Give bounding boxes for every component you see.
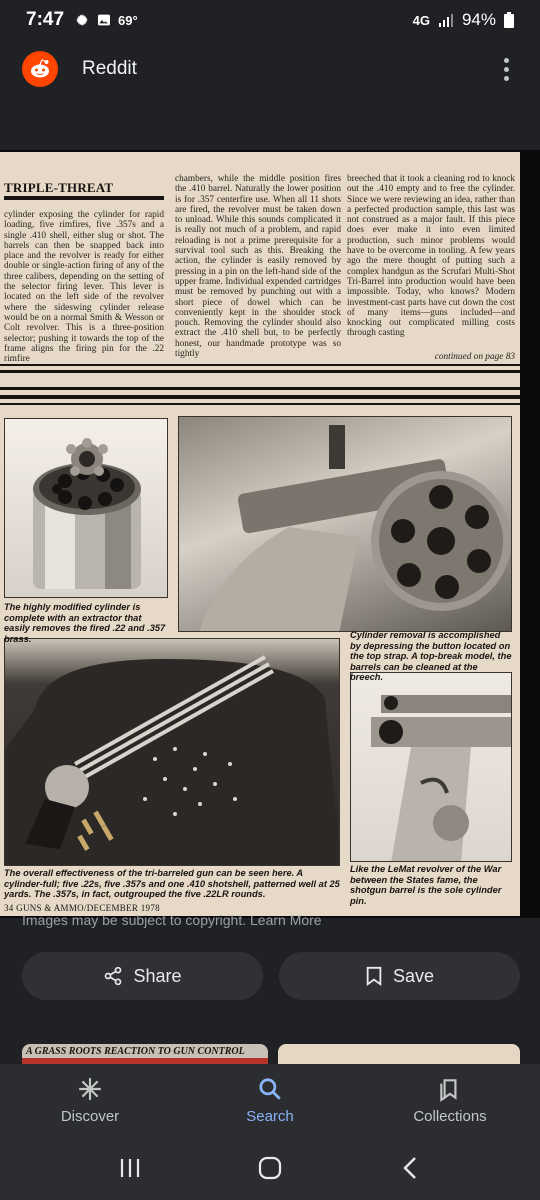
- search-icon: [257, 1076, 283, 1102]
- nav-collections[interactable]: Collections: [360, 1064, 540, 1136]
- signal-icon: [438, 13, 454, 27]
- related-images: [22, 1044, 520, 1066]
- image-viewer[interactable]: [0, 150, 540, 918]
- system-navigation: [0, 1136, 540, 1200]
- home-icon: [257, 1155, 283, 1181]
- nav-search[interactable]: Search: [180, 1064, 360, 1136]
- article-column-1: cylinder exposing the cylinder for rapid loading, five rimfires, five .357s and a single .410 shell, either slug or shot. The barrels can then be snapped back into place and the revolver is ready for either double or single-action firing of any of the three calibers, depending on the setting of the selector firing lever. This lever is located on the left side of the revolver where the sideswing cylinder release would be on a normal Smith & Wesson or Colt revolver. This is a three-position selector; pushing it towards the top of the frame aligns the firing pin for the .22 rimfire: [4, 210, 164, 365]
- article-column-2: chambers, while the middle position fires the .410 barrel. Naturally the lower position is for .357 centerfire use. When all 11 shots are fired, the revolver must be taken down to unload. While this sounds complicated it is really not much of a problem, and rapid reloading is not a prime prerequisite for a survival tool such as this. Breaking the action, the cylinder is easily removed by pressing in a pin on the left-hand side of the upper frame. Individual expended cartridges must be removed by punching out with a short piece of dowel which can be conveniently kept in the shoulder stock pouch. Removing the cylinder should also extract the .410 shell but, to be perfectly honest, our handmade prototype was so tightly: [175, 174, 341, 360]
- recent-apps-button[interactable]: [110, 1148, 150, 1188]
- copyright-notice: Images may be subject to copyright. Learn More: [22, 912, 322, 928]
- gear-icon: [74, 12, 90, 28]
- nav-discover[interactable]: Discover: [0, 1064, 180, 1136]
- learn-more-link[interactable]: Learn More: [250, 912, 322, 928]
- cylinder-removal-photo: [178, 416, 512, 632]
- home-button[interactable]: [250, 1148, 290, 1188]
- source-header: [0, 40, 540, 98]
- status-bar: [0, 0, 540, 40]
- cylinder-photo: [4, 418, 168, 598]
- page-footer: 34 GUNS & AMMO/DECEMBER 1978: [4, 903, 160, 913]
- caption-cylinder: The highly modified cylinder is complete with an extractor that easily removes the fired .22 and .357 brass.: [4, 602, 166, 644]
- reddit-icon[interactable]: [22, 51, 58, 87]
- recent-apps-icon: [118, 1157, 142, 1179]
- more-options-icon[interactable]: [494, 57, 518, 81]
- image-actions: [22, 952, 520, 1000]
- magazine-page-image: [0, 152, 520, 916]
- article-column-3: breeched that it took a cleaning rod to knock out the .410 empty and to free the cylinder. Since we were reviewing an idea, rather than a perfected production sample, this last was not construed as a major fault. If this piece does ever make it into even limited production, such minor problems would have to be overcome in tooling. A few years ago the mere thought of putting such a complex handgun as the Scrufari Multi-Shot Tri-Barrel into production would have been impossible. Today, who knows? Modern investment-cast parts have cut down the cost of many items—guns included—and knocking out complicated milling costs through casting: [347, 174, 515, 339]
- battery-percent: 94%: [461, 10, 496, 29]
- network-indicator: 4G: [412, 12, 430, 28]
- share-button[interactable]: Share: [22, 952, 263, 1000]
- asterisk-icon: [77, 1076, 103, 1102]
- status-temperature: 69°: [118, 12, 138, 28]
- source-name[interactable]: Reddit: [82, 58, 137, 79]
- status-time: 7:47: [26, 9, 65, 30]
- article-headline: TRIPLE-THREAT: [4, 180, 114, 195]
- save-button[interactable]: Save: [279, 952, 520, 1000]
- bookmark-icon: [365, 966, 383, 986]
- caption-cylinder-removal: Cylinder removal is accomplished by depressing the button located on the top strap. A top-break model, the barrels can be cleaned at the breech.: [350, 630, 512, 683]
- caption-effectiveness: The overall effectiveness of the tri-barreled gun can be seen here. A cylinder-full; five .22s, five .357s and one .410 shotshell, patterned well at 25 yards. The .357s, in fact, outgrouped the five .22LR rounds.: [4, 868, 340, 900]
- collections-icon: [437, 1076, 463, 1102]
- continued-note: continued on page 83: [434, 352, 515, 362]
- image-icon: [96, 12, 112, 28]
- bottom-navigation: [0, 1064, 540, 1136]
- caption-lemat: Like the LeMat revolver of the War between the States fame, the shotgun barrel is the sole cylinder pin.: [350, 864, 502, 906]
- back-button[interactable]: [390, 1148, 430, 1188]
- battery-icon: [504, 12, 514, 28]
- tri-barrel-gun-photo: [4, 638, 340, 866]
- related-thumb[interactable]: A GRASS ROOTS REACTION TO GUN CONTROL: [22, 1044, 268, 1066]
- barrel-pin-photo: [350, 672, 512, 862]
- related-thumb[interactable]: [278, 1044, 520, 1066]
- back-icon: [400, 1156, 420, 1180]
- share-icon: [103, 966, 123, 986]
